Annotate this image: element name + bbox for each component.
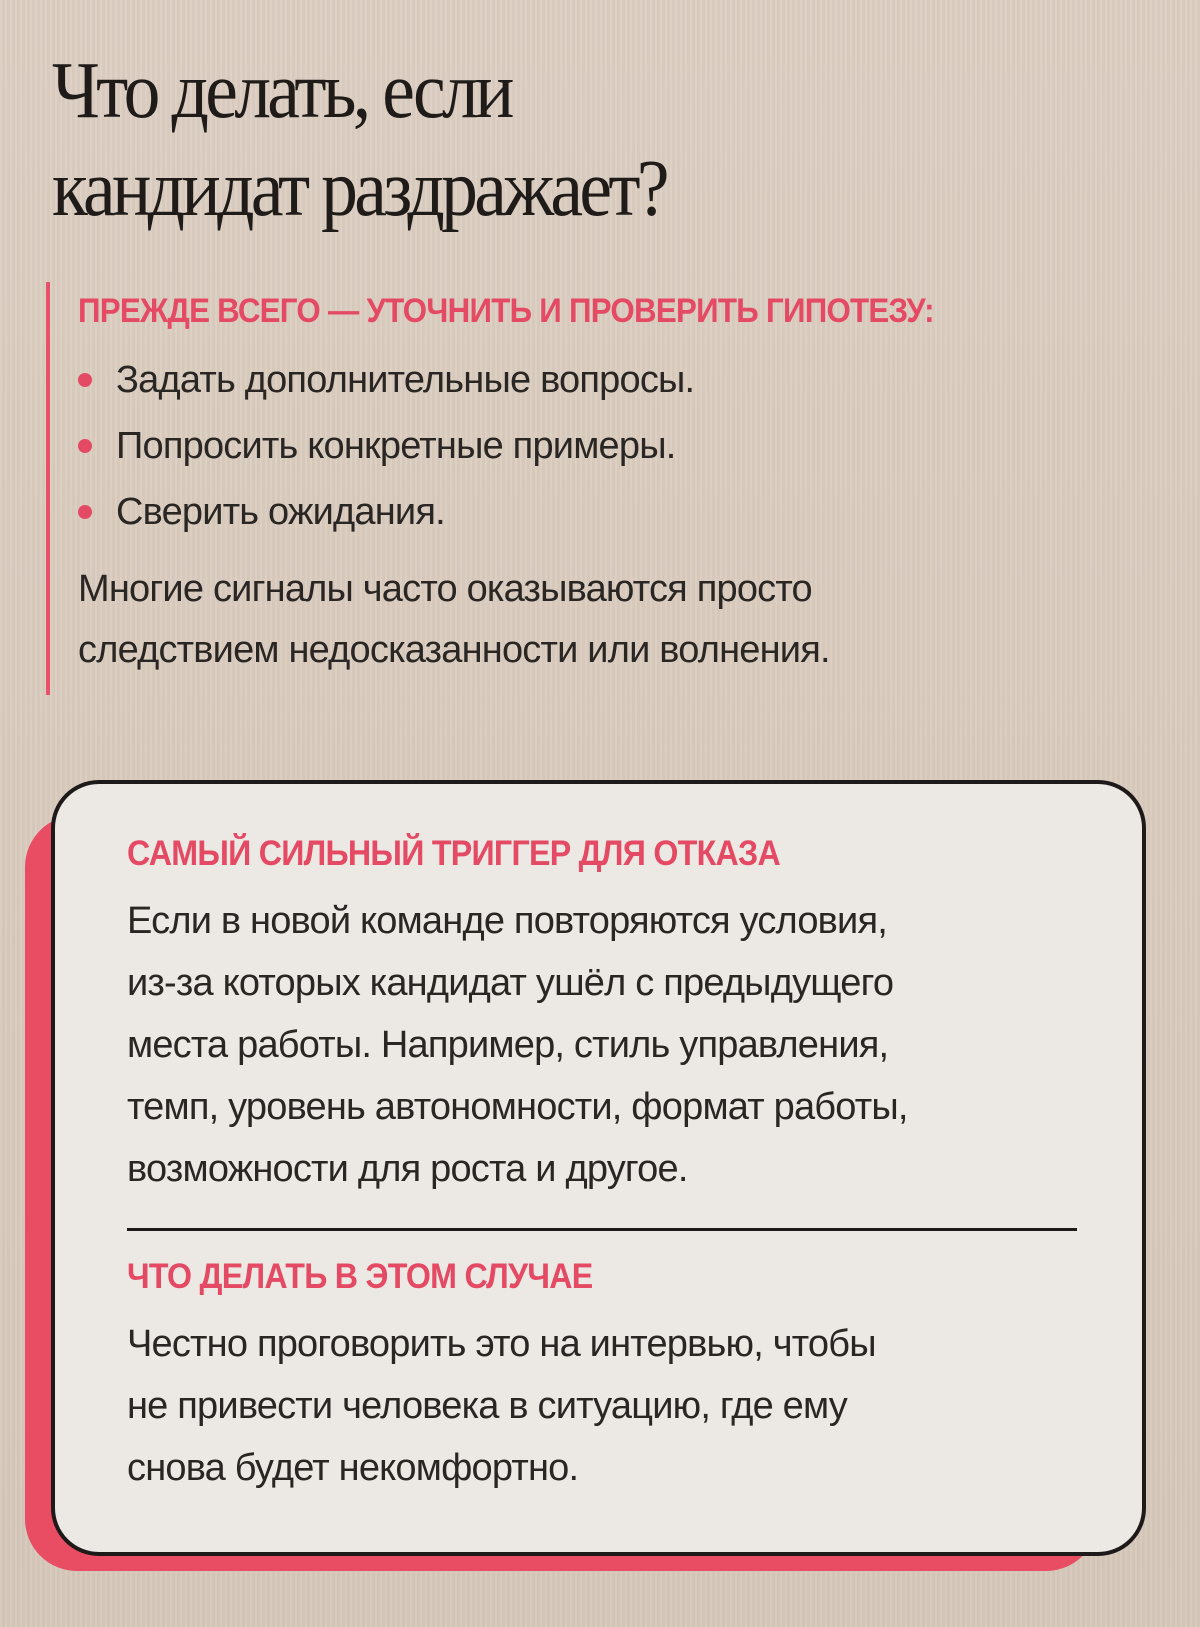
hypothesis-list — [78, 347, 1156, 545]
action-heading: ЧТО ДЕЛАТЬ В ЭТОМ СЛУЧАЕ — [127, 1257, 593, 1296]
bullet-dot-icon — [78, 373, 92, 387]
hypothesis-section — [46, 282, 1156, 695]
list-item: Задать дополнительные вопросы. — [78, 347, 1156, 413]
list-item: Попросить конкретные примеры. — [78, 413, 1156, 479]
title-line-2: кандидат раздражает? — [52, 145, 666, 233]
title-line-1: Что делать, если — [52, 47, 511, 135]
hypothesis-heading: ПРЕЖДЕ ВСЕГО — УТОЧНИТЬ И ПРОВЕРИТЬ ГИПОТЕЗУ: — [78, 292, 934, 330]
trigger-heading: САМЫЙ СИЛЬНЫЙ ТРИГГЕР ДЛЯ ОТКАЗА — [127, 834, 780, 873]
page-title — [52, 42, 666, 238]
bullet-dot-icon — [78, 439, 92, 453]
action-text: Честно проговорить это на интервью, чтобы не привести человека в ситуацию, где ему снова будет некомфортно. — [127, 1323, 876, 1489]
hypothesis-note: Многие сигналы часто оказываются просто следствием недосказанности или волнения. — [78, 568, 830, 671]
trigger-card — [51, 780, 1146, 1556]
bullet-dot-icon — [78, 505, 92, 519]
trigger-text: Если в новой команде повторяются условия, из-за которых кандидат ушёл с предыдущего места работы. Например, стиль управления, темп, уровень автономности, формат работы, возможности для роста и другое. — [127, 900, 908, 1190]
list-item: Сверить ожидания. — [78, 479, 1156, 545]
divider — [127, 1228, 1077, 1231]
